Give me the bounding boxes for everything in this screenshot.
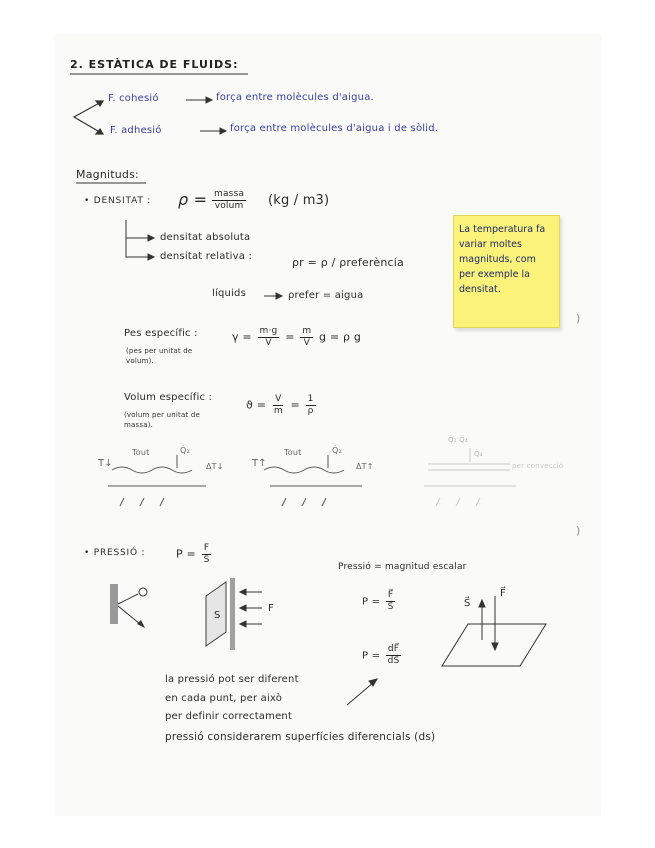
liquids-reference: ρrefer = aigua	[288, 290, 364, 301]
pressure-vec-p: P =	[362, 596, 381, 608]
pressure-paragraph-line4: pressió considerarem superfícies diferencials (ds)	[165, 731, 436, 743]
specific-volume-note: (volum per unitat de massa).	[124, 411, 201, 429]
pressure-p: P =	[176, 547, 196, 561]
pointer-arrow	[347, 679, 377, 705]
thermal-left-q: Q̇₂	[180, 446, 190, 455]
gamma-symbol: γ =	[232, 330, 252, 344]
sv-frac1-num: V	[275, 394, 282, 404]
pressure-paragraph-line3: per definir correctament	[165, 711, 293, 722]
magnitudes-heading: Magnituds:	[76, 168, 139, 181]
density-relative-label: densitat relativa :	[160, 251, 253, 262]
pressure-f: F	[203, 543, 210, 553]
sv-equals: =	[290, 398, 300, 412]
pressure-diff-f: dF⃗	[387, 644, 400, 654]
specific-volume-formula	[246, 394, 318, 417]
sv-frac1-den: m	[273, 406, 283, 416]
sw-frac2-den: V	[303, 338, 310, 348]
density-label: • DENSITAT :	[84, 196, 152, 206]
sw-frac2-num: m	[302, 326, 312, 336]
sv-frac2-den: ρ	[307, 406, 314, 416]
pressure-diff-s: dS⃗	[387, 656, 400, 666]
density-denominator: volum	[214, 201, 244, 211]
thermal-diagrams	[108, 455, 362, 506]
surface-f-vector: F⃗	[500, 588, 506, 599]
sv-frac2-num: 1	[307, 394, 314, 404]
thermal-mid-t: T↑	[252, 458, 267, 469]
pressure-diff-formula	[362, 644, 403, 667]
specific-weight-label: Pes específic :	[124, 328, 198, 339]
vartheta-symbol: ϑ =	[246, 398, 267, 412]
adhesion-label: F. adhesió	[110, 125, 162, 136]
thermal-mid-q: Q̇₂	[332, 446, 342, 455]
density-numerator: massa	[214, 189, 245, 199]
plate-s-label: S	[214, 610, 221, 621]
sw-result: g = ρ g	[318, 330, 362, 344]
pressure-s: S	[203, 555, 210, 565]
adhesion-definition: força entre molècules d'aigua i de sòlid.	[230, 123, 439, 134]
margin-mark: )	[576, 524, 581, 537]
pressure-formula	[176, 543, 214, 566]
sticky-note: La temperatura fa variar moltes magnituds, com per exemple la densitat.	[453, 215, 560, 328]
density-units: (kg / m3)	[268, 193, 330, 208]
cohesion-label: F. cohesió	[108, 93, 159, 104]
pressure-vec-f: F⃗	[387, 590, 394, 600]
thermal-right-q2: Q̇₄	[474, 450, 483, 458]
thermal-right-faint: per convecció	[512, 462, 564, 470]
branch-arrows	[74, 101, 103, 134]
liquids-label: líquids	[212, 288, 246, 299]
faint-diagram	[424, 448, 516, 506]
margin-mark: )	[576, 312, 581, 325]
specific-weight-note: (pes per unitat de volum).	[126, 347, 193, 365]
thermal-left-t: T↓	[98, 458, 113, 469]
pressure-vec-s: S⃗	[387, 602, 394, 612]
pressure-label: • PRESSIÓ :	[84, 548, 146, 558]
wall-sketch	[110, 584, 147, 628]
pressure-vector-formula	[362, 590, 398, 613]
plate-f-label: F	[268, 603, 274, 614]
thermal-mid-tout: Tout	[284, 448, 302, 457]
thermal-left-dt: ΔT↓	[206, 462, 224, 471]
thermal-right-q: Q̇₂ Q̇₄	[448, 436, 468, 444]
sw-frac1-num: m·g	[259, 326, 278, 336]
surface-s-vector: S⃗	[464, 598, 471, 609]
cohesion-definition: força entre molècules d'aigua.	[216, 92, 374, 103]
density-absolute: densitat absoluta	[160, 232, 251, 243]
surface-sketch	[442, 596, 546, 666]
specific-volume-label: Volum específic :	[124, 392, 213, 403]
pressure-diff-p: P =	[362, 650, 381, 662]
section-heading: 2. ESTÀTICA DE FLUIDS:	[70, 58, 239, 71]
density-rho: ρ =	[178, 190, 208, 209]
density-fraction	[210, 189, 248, 212]
pressure-paragraph-line1: la pressió pot ser diferent	[165, 674, 299, 685]
sw-frac1-den: V	[265, 338, 272, 348]
thermal-mid-dt: ΔT↑	[356, 462, 374, 471]
sw-equals: =	[285, 330, 295, 344]
thermal-left-tout: Tout	[132, 448, 150, 457]
pressure-paragraph-line2: en cada punt, per això	[165, 693, 283, 704]
density-relative-formula: ρr = ρ / ρreferència	[292, 256, 404, 269]
specific-weight-formula	[232, 326, 361, 349]
pressure-scalar-note: Pressió = magnitud escalar	[338, 562, 467, 572]
